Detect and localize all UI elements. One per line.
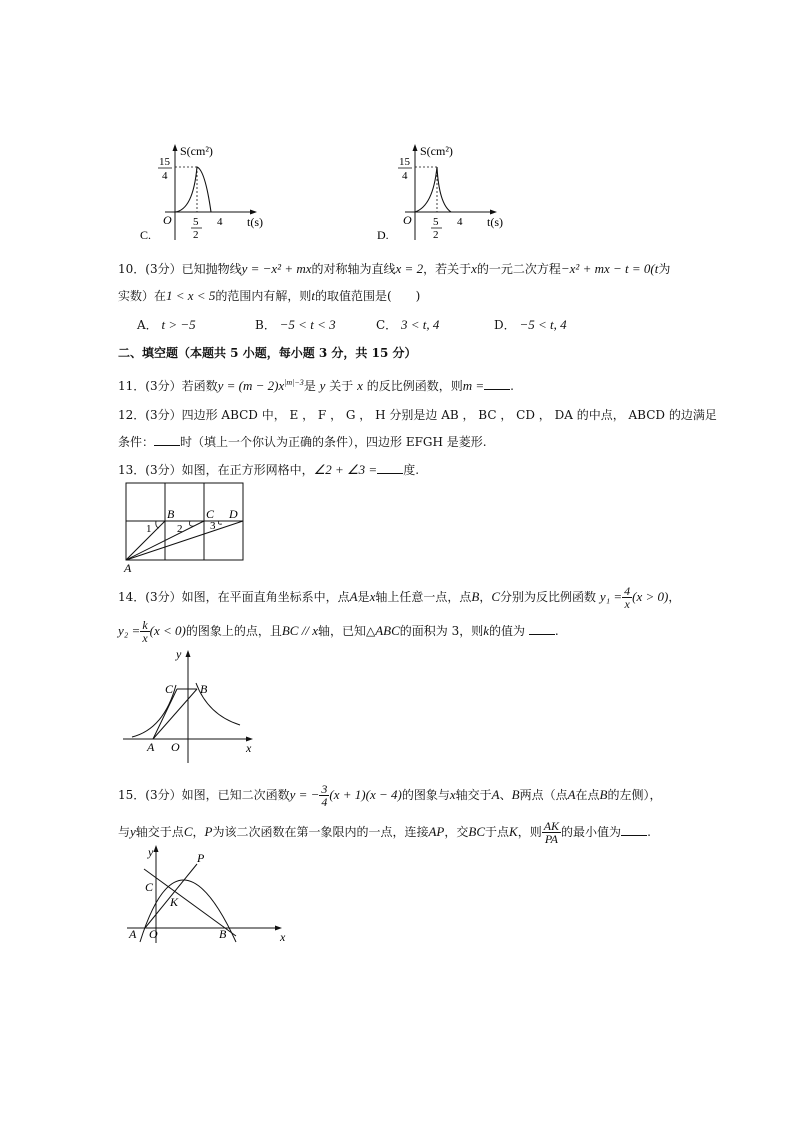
svg-text:S(cm²): S(cm²) — [420, 144, 453, 158]
svg-text:K: K — [170, 895, 179, 909]
q14-answer-blank[interactable] — [529, 624, 555, 635]
svg-text:4: 4 — [457, 216, 463, 228]
q10-option-c[interactable]: C． 3 < t, 4 — [376, 317, 440, 332]
svg-text:15: 15 — [399, 156, 410, 168]
svg-text:B: B — [167, 507, 175, 521]
section-2-title: 二、填空题（本题共 5 小题，每小题 3 分，共 15 分） — [118, 346, 417, 360]
svg-text:O: O — [403, 213, 412, 227]
svg-text:4: 4 — [402, 170, 408, 182]
option-d-label: D. — [377, 228, 389, 242]
question-14-line-2: y₂ = $\frac{k}{x}$ (x < 0)的图象上的点，且BC // x轴，已知△ABC的面积为 3，则k的值为 . — [118, 618, 559, 645]
question-13: 13．(3分）如图，在正方形网格中，∠2 + ∠3 = 度. — [118, 462, 420, 477]
question-12-line-2: 条件： 时（填上一个你认为正确的条件），四边形 EFGH 是菱形. — [118, 435, 487, 449]
svg-text:5: 5 — [193, 216, 199, 228]
question-15-line-2: 与y轴交于点C，P为该二次函数在第一象限内的一点，连接AP，交BC于点K，则 $\frac{AK}{PA}$ 的最小值为 . — [118, 819, 651, 846]
svg-text:3: 3 — [210, 520, 216, 532]
q10-option-d[interactable]: D． −5 < t, 4 — [494, 317, 567, 332]
svg-text:A: A — [129, 927, 137, 941]
svg-text:4: 4 — [217, 216, 223, 228]
svg-text:C: C — [145, 880, 154, 894]
svg-text:15: 15 — [159, 156, 170, 168]
y-axis-label: S(cm²) — [180, 144, 213, 158]
svg-text:D: D — [229, 507, 238, 521]
q15-graph — [125, 840, 295, 945]
svg-text:A: A — [147, 740, 155, 754]
option-d-graph — [375, 140, 515, 242]
q10-option-a[interactable]: A． t > −5 — [137, 317, 196, 332]
q15-answer-blank[interactable] — [621, 825, 647, 836]
question-12-line-1: 12．(3分）四边形 ABCD 中， E ， F ， G ， H 分别是边 AB ， BC ， CD ， DA 的中点， ABCD 的边满足 — [118, 408, 717, 422]
svg-text:2: 2 — [177, 523, 183, 535]
svg-text:C: C — [165, 682, 174, 696]
svg-text:4: 4 — [162, 170, 168, 182]
svg-text:P: P — [197, 851, 205, 865]
svg-text:O: O — [171, 740, 180, 754]
svg-text:O: O — [149, 927, 158, 941]
svg-text:O: O — [163, 213, 172, 227]
svg-text:t(s): t(s) — [487, 215, 503, 229]
question-15-line-1: 15．(3分）如图，已知二次函数y = − $\frac{3}{4}$ (x + 1)(x − 4)的图象与x轴交于A、B两点（点A在点B的左侧）， — [118, 782, 662, 809]
q12-answer-blank[interactable] — [154, 435, 180, 446]
question-10-line-2: 实数）在1 < x < 5的范围内有解，则t的取值范围是( ) — [118, 288, 421, 303]
svg-text:B: B — [219, 927, 227, 941]
svg-text:2: 2 — [433, 229, 439, 241]
q11-answer-blank[interactable] — [484, 379, 510, 390]
svg-text:2: 2 — [193, 229, 199, 241]
question-10-line-1: 10．(3分）已知抛物线y = −x² + mx的对称轴为直线x = 2，若关于x的一元二次方程−x² + mx − t = 0(t为 — [118, 261, 671, 276]
option-c-label: C. — [140, 228, 152, 242]
svg-text:x: x — [246, 741, 252, 755]
svg-text:C: C — [206, 507, 215, 521]
q13-grid-figure — [118, 480, 250, 572]
svg-text:A: A — [124, 561, 132, 572]
svg-text:y: y — [148, 845, 154, 859]
question-14-line-1: 14．(3分）如图，在平面直角坐标系中，点A是x轴上任意一点，点B，C分别为反比例函数 y₁ = $\frac{4}{x}$ (x > 0)， — [118, 584, 681, 611]
q13-answer-blank[interactable] — [377, 463, 403, 474]
question-11: 11．(3分）若函数$y = (m - 2)x^{|m|-3}$是 y 关于 x 的反比例函数，则m = . — [118, 378, 514, 393]
q10-option-b[interactable]: B． −5 < t < 3 — [255, 317, 336, 332]
q14-graph — [118, 645, 263, 765]
svg-text:1: 1 — [146, 523, 152, 535]
option-c-graph — [135, 140, 275, 242]
x-axis-label: t(s) — [247, 215, 263, 229]
svg-text:B: B — [200, 682, 208, 696]
svg-text:5: 5 — [433, 216, 439, 228]
svg-text:y: y — [176, 647, 182, 661]
svg-text:x: x — [280, 930, 286, 944]
